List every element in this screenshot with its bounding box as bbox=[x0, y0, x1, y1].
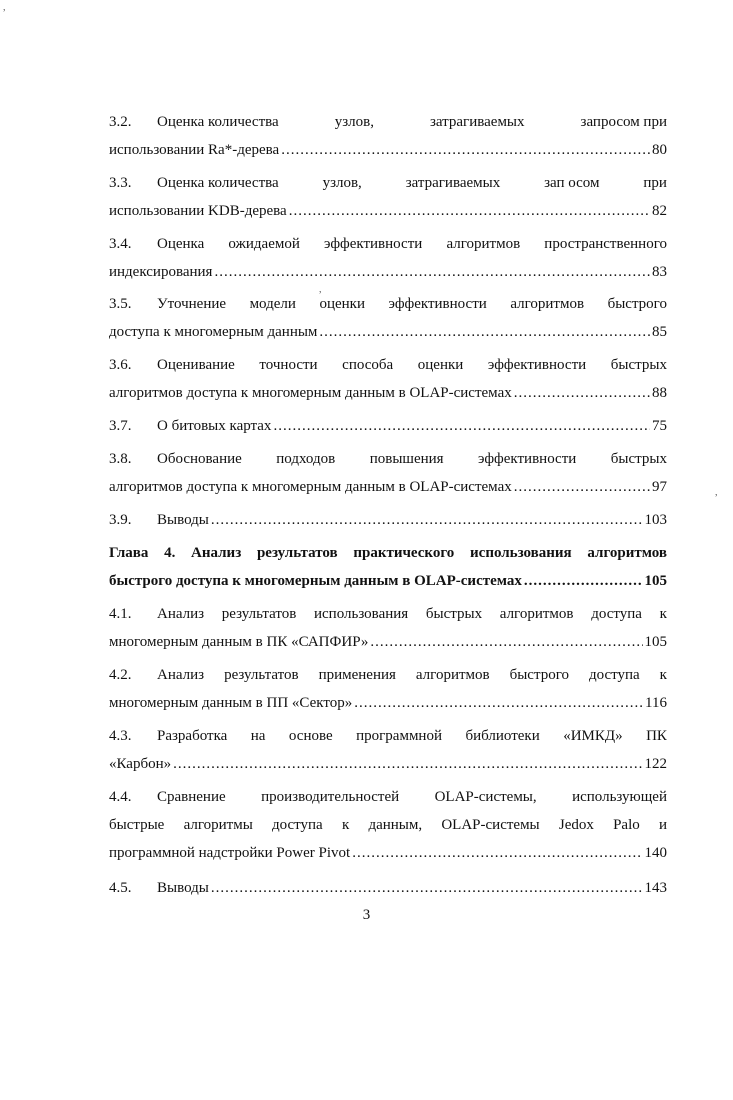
toc-page-number: 116 bbox=[645, 695, 667, 711]
toc-entry[interactable] bbox=[109, 173, 667, 229]
toc-entry-number: 3.9. bbox=[109, 512, 132, 528]
toc-word: зап осом bbox=[544, 175, 600, 191]
toc-word: затрагиваемых bbox=[405, 175, 501, 191]
toc-word: эффективности bbox=[487, 357, 587, 373]
toc-word: и bbox=[658, 817, 667, 833]
toc-word: оценки bbox=[417, 357, 464, 373]
toc-word: ожидаемой bbox=[228, 236, 300, 252]
toc-entry[interactable] bbox=[109, 510, 667, 538]
toc-entry[interactable] bbox=[109, 604, 667, 660]
toc-entry-title: О битовых картах bbox=[157, 418, 272, 434]
toc-word: к bbox=[659, 667, 667, 683]
toc-word: к bbox=[341, 817, 350, 833]
toc-page-number: 75 bbox=[652, 418, 667, 434]
toc-entry-title-line bbox=[157, 787, 667, 807]
toc-word: основе bbox=[288, 728, 333, 744]
toc-word: Palo bbox=[613, 817, 640, 833]
toc-entry-title: использовании KDB-дерева bbox=[109, 203, 287, 219]
toc-entry-title: Выводы bbox=[157, 880, 209, 896]
toc-page-number: 105 bbox=[644, 634, 667, 650]
toc-entry-number: 3.4. bbox=[109, 236, 132, 252]
toc-leader-dots bbox=[514, 383, 650, 403]
toc-entry-number: 4.2. bbox=[109, 667, 132, 683]
toc-leader-dots bbox=[354, 693, 643, 713]
scan-mark: , bbox=[715, 487, 718, 498]
toc-word: Анализ bbox=[157, 606, 205, 622]
toc-entry[interactable] bbox=[109, 726, 667, 782]
toc-entry-title-line bbox=[109, 815, 667, 835]
toc-page-number: 140 bbox=[644, 845, 667, 861]
toc-word: применения bbox=[318, 667, 396, 683]
toc-leader-dots bbox=[514, 477, 650, 497]
toc-entry-title: алгоритмов доступа к многомерным данным в OLAP-системах bbox=[109, 479, 512, 495]
toc-word: использования bbox=[470, 545, 572, 561]
toc-entry-title: использовании Ra*-дерева bbox=[109, 142, 280, 158]
toc-page-number: 103 bbox=[644, 512, 667, 528]
toc-entry-title: многомерным данным в ПП «Сектор» bbox=[109, 695, 353, 711]
toc-word: эффективности bbox=[388, 296, 487, 312]
toc-leader-dots bbox=[289, 201, 650, 221]
toc-word: доступа bbox=[591, 606, 642, 622]
toc-word: точности bbox=[259, 357, 318, 373]
toc-entry-number: 3.7. bbox=[109, 418, 132, 434]
toc-page-number: 80 bbox=[652, 142, 667, 158]
toc-word: алгоритмов bbox=[446, 236, 521, 252]
toc-word: к bbox=[659, 606, 667, 622]
toc-word: оценки bbox=[319, 296, 365, 312]
toc-word: при bbox=[643, 175, 667, 191]
toc-page-number: 143 bbox=[644, 880, 667, 896]
toc-entry-title: быстрого доступа к многомерным данным в OLAP-системах bbox=[109, 573, 522, 589]
toc-leader-dots bbox=[211, 510, 643, 530]
toc-page-number: 97 bbox=[652, 479, 667, 495]
toc-word: практического bbox=[353, 545, 455, 561]
toc-word: затрагиваемых bbox=[429, 114, 525, 130]
toc-entry-number: 3.5. bbox=[109, 296, 132, 312]
toc-word: модели bbox=[249, 296, 296, 312]
toc-word: Анализ bbox=[157, 667, 205, 683]
toc-word: Разработка bbox=[157, 728, 228, 744]
toc-page-number: 82 bbox=[652, 203, 667, 219]
toc-word: быстрых bbox=[610, 357, 667, 373]
toc-entry-title-line bbox=[109, 543, 667, 563]
toc-word: доступа bbox=[588, 667, 640, 683]
toc-entry-number: 4.4. bbox=[109, 789, 132, 805]
toc-word: Оценивание bbox=[157, 357, 235, 373]
toc-entry-number: 3.3. bbox=[109, 175, 132, 191]
toc-entry[interactable] bbox=[109, 665, 667, 721]
toc-word: эффективности bbox=[478, 451, 577, 467]
toc-word: быстрого bbox=[607, 296, 667, 312]
toc-word: Анализ bbox=[191, 545, 242, 561]
toc-entry[interactable] bbox=[109, 416, 667, 444]
toc-entry-title: Выводы bbox=[157, 512, 209, 528]
toc-word: использования bbox=[314, 606, 409, 622]
toc-word: повышения bbox=[369, 451, 444, 467]
toc-word: Оценка количества bbox=[157, 175, 279, 191]
toc-entry-number: 4.1. bbox=[109, 606, 132, 622]
toc-word: пространственного bbox=[544, 236, 667, 252]
toc-entry-title-line bbox=[157, 173, 667, 193]
toc-page-number: 122 bbox=[644, 756, 667, 772]
toc-entry[interactable] bbox=[109, 112, 667, 168]
toc-word: способа bbox=[342, 357, 394, 373]
toc-word: OLAP-системы bbox=[441, 817, 540, 833]
toc-word: быстрые bbox=[109, 817, 165, 833]
toc-page-number: 105 bbox=[644, 573, 667, 589]
toc-entry-number: 3.6. bbox=[109, 357, 132, 373]
toc-word: эффективности bbox=[324, 236, 423, 252]
toc-entry-title-line bbox=[157, 234, 667, 254]
toc-word: быстрого bbox=[509, 667, 569, 683]
toc-word: доступа bbox=[272, 817, 323, 833]
toc-word: использующей bbox=[572, 789, 667, 805]
toc-entry-title: «Карбон» bbox=[109, 756, 172, 772]
toc-entry-title: доступа к многомерным данным bbox=[109, 324, 318, 340]
toc-entry[interactable] bbox=[109, 355, 667, 411]
toc-entry-title-line bbox=[157, 604, 667, 624]
toc-word: программной bbox=[356, 728, 442, 744]
toc-entry-title: индексирования bbox=[109, 264, 213, 280]
toc-word: быстрых bbox=[425, 606, 483, 622]
toc-word: узлов, bbox=[334, 114, 374, 130]
toc-word: алгоритмов bbox=[415, 667, 490, 683]
toc-entry-title-line bbox=[157, 355, 667, 375]
toc-word: узлов, bbox=[322, 175, 362, 191]
toc-word: Оценка количества bbox=[157, 114, 279, 130]
toc-page-number: 85 bbox=[652, 324, 667, 340]
toc-word: подходов bbox=[276, 451, 336, 467]
toc-word: Глава bbox=[109, 545, 149, 561]
toc-word: алгоритмов bbox=[499, 606, 574, 622]
toc-leader-dots bbox=[352, 843, 642, 863]
toc-entry-title: многомерным данным в ПК «САПФИР» bbox=[109, 634, 369, 650]
toc-chapter[interactable] bbox=[109, 543, 667, 599]
toc-leader-dots bbox=[281, 140, 650, 160]
toc-word: Jedox bbox=[558, 817, 594, 833]
toc-entry-title-line bbox=[157, 294, 667, 314]
toc-word: OLAP-системы, bbox=[434, 789, 537, 805]
page-number: 3 bbox=[362, 907, 371, 923]
toc-entry-title: алгоритмов доступа к многомерным данным в OLAP-системах bbox=[109, 385, 512, 401]
scan-mark: , bbox=[319, 284, 322, 295]
toc-word: Оценка bbox=[157, 236, 205, 252]
toc-entry-title-line bbox=[157, 112, 667, 132]
toc-page-number: 88 bbox=[652, 385, 667, 401]
scan-mark: , bbox=[3, 2, 6, 13]
toc-entry[interactable] bbox=[109, 878, 667, 906]
toc-entry[interactable] bbox=[109, 234, 667, 290]
toc-word: производительностей bbox=[261, 789, 400, 805]
toc-word: Уточнение bbox=[157, 296, 227, 312]
toc-entry[interactable] bbox=[109, 787, 667, 871]
toc-entry-number: 4.5. bbox=[109, 880, 132, 896]
toc-entry[interactable] bbox=[109, 449, 667, 505]
toc-word: запросом при bbox=[580, 114, 667, 130]
toc-word: на bbox=[250, 728, 266, 744]
toc-leader-dots bbox=[273, 416, 650, 436]
toc-entry-number: 3.8. bbox=[109, 451, 132, 467]
toc-leader-dots bbox=[173, 754, 642, 774]
toc-leader-dots bbox=[524, 571, 643, 591]
toc-word: результатов bbox=[221, 606, 297, 622]
toc-entry-title-line bbox=[157, 449, 667, 469]
toc-leader-dots bbox=[211, 878, 643, 898]
toc-word: ПК bbox=[646, 728, 667, 744]
toc-word: алгоритмы bbox=[183, 817, 253, 833]
toc-word: 4. bbox=[164, 545, 176, 561]
toc-word: быстрых bbox=[610, 451, 667, 467]
toc-entry[interactable] bbox=[109, 294, 667, 350]
toc-entry-number: 4.3. bbox=[109, 728, 132, 744]
toc-word: алгоритмов bbox=[587, 545, 667, 561]
toc-entry-title-line bbox=[157, 665, 667, 685]
toc-word: алгоритмов bbox=[510, 296, 585, 312]
toc-leader-dots bbox=[214, 262, 650, 282]
toc-word: «ИМКД» bbox=[563, 728, 623, 744]
toc-word: библиотеки bbox=[465, 728, 540, 744]
toc-entry-number: 3.2. bbox=[109, 114, 132, 130]
toc-entry-title-line bbox=[157, 726, 667, 746]
toc-leader-dots bbox=[370, 632, 642, 652]
toc-word: результатов bbox=[256, 545, 338, 561]
toc-page-number: 83 bbox=[652, 264, 667, 280]
toc-word: Сравнение bbox=[157, 789, 226, 805]
toc-entry-title: программной надстройки Power Pivot bbox=[109, 845, 351, 861]
toc-leader-dots bbox=[319, 322, 650, 342]
toc-word: данным, bbox=[368, 817, 423, 833]
toc-word: результатов bbox=[224, 667, 299, 683]
toc-word: Обоснование bbox=[157, 451, 242, 467]
